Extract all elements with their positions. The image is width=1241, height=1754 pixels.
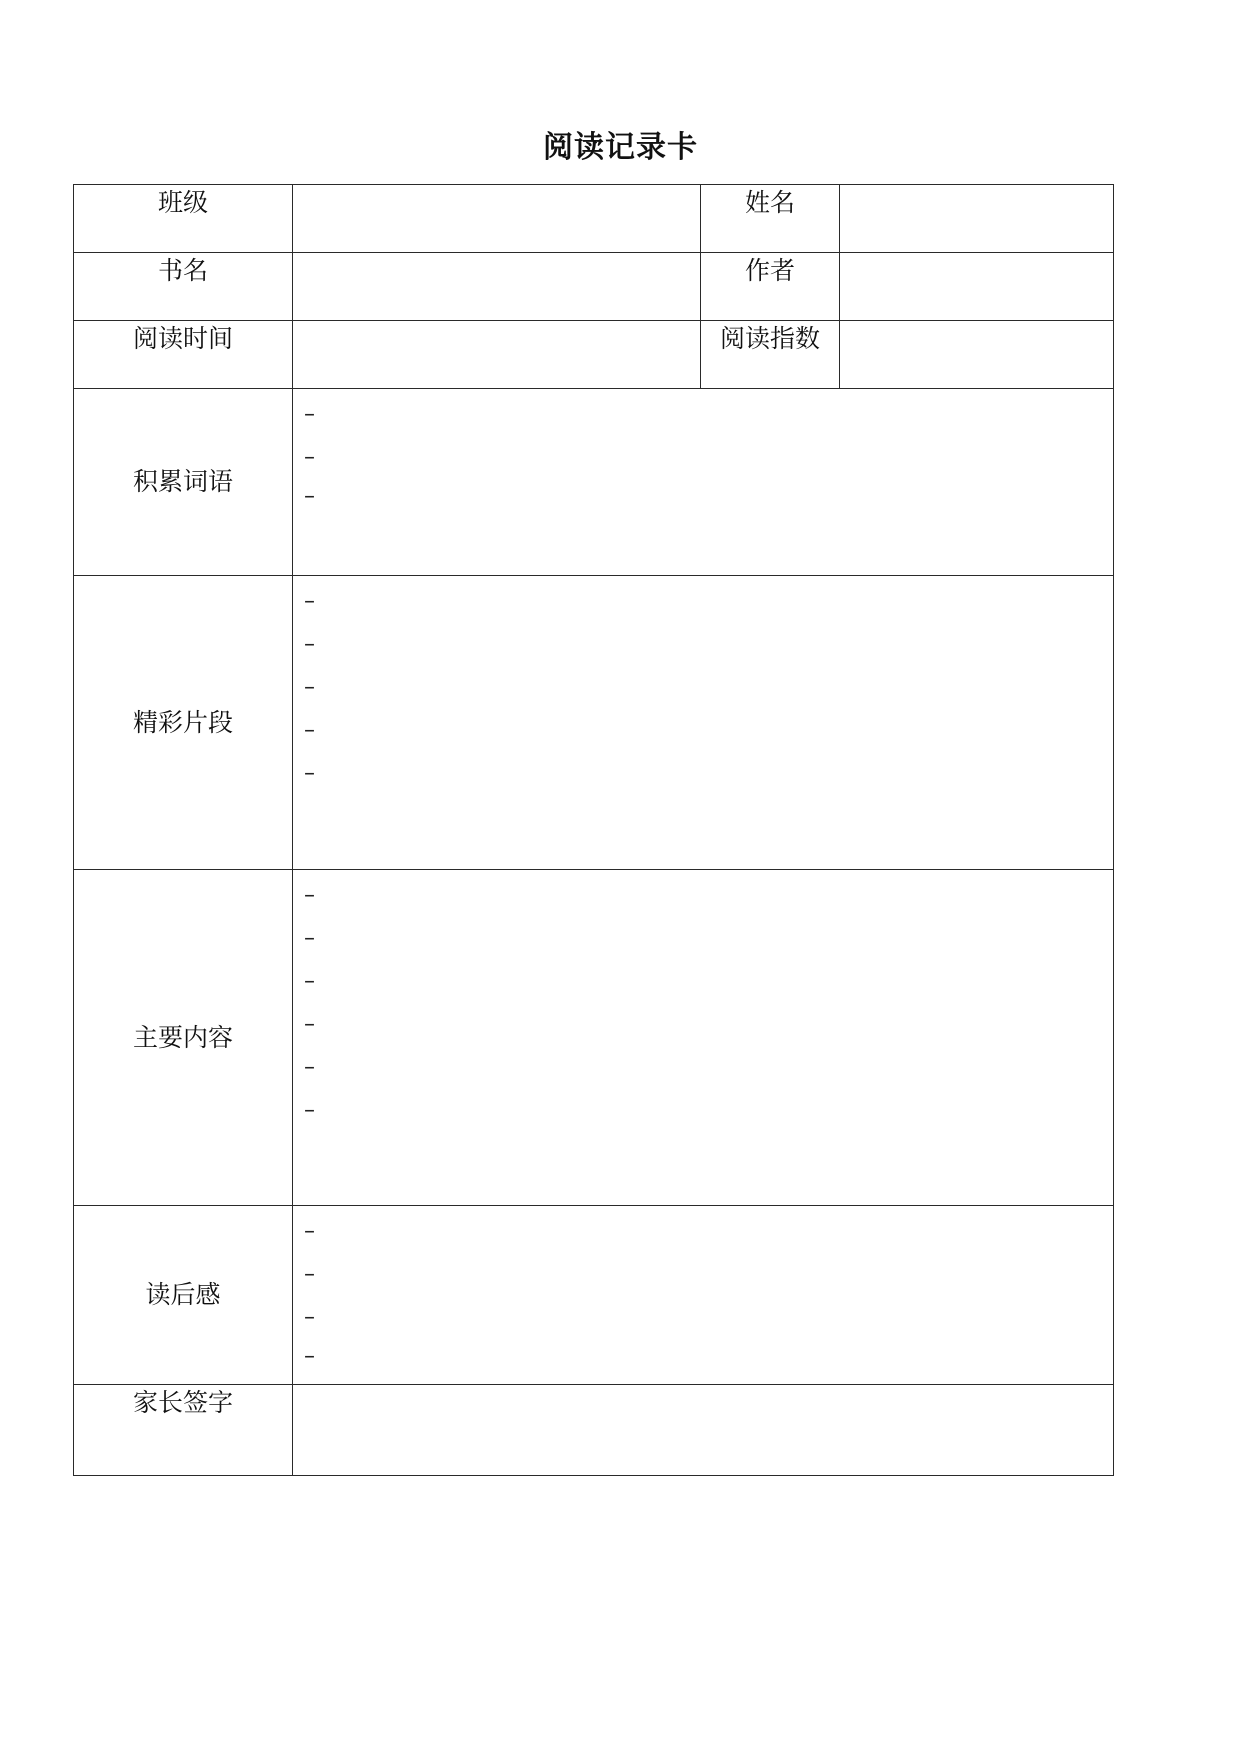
author-label-cell bbox=[701, 253, 840, 321]
parent-signature-entry-cell[interactable] bbox=[293, 1385, 1114, 1476]
reading-record-table bbox=[73, 184, 1114, 1476]
reading-index-label-cell bbox=[701, 321, 840, 389]
name-label: 姓名 bbox=[744, 188, 795, 217]
book-label: 书名 bbox=[157, 256, 208, 285]
reading-time-label: 阅读时间 bbox=[132, 324, 233, 353]
summary-dash-5: – bbox=[304, 1055, 315, 1080]
row-parent-signature bbox=[74, 1385, 1114, 1476]
parent-signature-label: 家长签字 bbox=[132, 1388, 233, 1417]
author-value-cell[interactable] bbox=[840, 253, 1114, 321]
summary-dash-2: – bbox=[304, 926, 315, 951]
excerpts-dash-2: – bbox=[304, 632, 315, 657]
excerpts-entry-cell[interactable] bbox=[293, 576, 1114, 870]
row-time-index bbox=[74, 321, 1114, 389]
summary-dash-6: – bbox=[304, 1098, 315, 1123]
summary-label: 主要内容 bbox=[132, 1022, 233, 1052]
excerpts-dash-5: – bbox=[304, 761, 315, 786]
book-value-cell[interactable] bbox=[293, 253, 701, 321]
row-summary bbox=[74, 870, 1114, 1206]
vocabulary-dash-1: – bbox=[304, 402, 315, 427]
class-value-cell[interactable] bbox=[293, 185, 701, 253]
name-value-cell[interactable] bbox=[840, 185, 1114, 253]
excerpts-dash-1: – bbox=[304, 589, 315, 614]
reflection-entry-cell[interactable] bbox=[293, 1206, 1114, 1385]
author-label: 作者 bbox=[744, 256, 795, 285]
class-label: 班级 bbox=[157, 188, 208, 217]
row-excerpts bbox=[74, 576, 1114, 870]
reflection-dash-3: – bbox=[304, 1305, 315, 1330]
row-vocabulary bbox=[74, 389, 1114, 576]
name-label-cell bbox=[701, 185, 840, 253]
vocabulary-dash-3: – bbox=[304, 484, 315, 509]
parent-signature-label-cell bbox=[74, 1385, 293, 1476]
vocabulary-label: 积累词语 bbox=[132, 467, 233, 496]
excerpts-dash-4: – bbox=[304, 718, 315, 743]
reflection-label: 读后感 bbox=[145, 1280, 221, 1309]
page-title: 阅读记录卡 bbox=[543, 130, 698, 165]
summary-label-cell bbox=[74, 870, 293, 1206]
reflection-dash-2: – bbox=[304, 1262, 315, 1287]
reflection-label-cell bbox=[74, 1206, 293, 1385]
book-label-cell bbox=[74, 253, 293, 321]
reading-time-value-cell[interactable] bbox=[293, 321, 701, 389]
excerpts-label: 精彩片段 bbox=[132, 707, 233, 737]
summary-dash-3: – bbox=[304, 969, 315, 994]
summary-entry-cell[interactable] bbox=[293, 870, 1114, 1206]
reflection-dash-1: – bbox=[304, 1219, 315, 1244]
class-label-cell bbox=[74, 185, 293, 253]
reading-index-label: 阅读指数 bbox=[719, 324, 820, 353]
summary-dash-1: – bbox=[304, 883, 315, 908]
summary-dash-4: – bbox=[304, 1012, 315, 1037]
excerpts-dash-3: – bbox=[304, 675, 315, 700]
reflection-dash-4: – bbox=[304, 1344, 315, 1369]
reading-index-value-cell[interactable] bbox=[840, 321, 1114, 389]
row-class-name bbox=[74, 185, 1114, 253]
excerpts-label-cell bbox=[74, 576, 293, 870]
row-reflection bbox=[74, 1206, 1114, 1385]
reading-time-label-cell bbox=[74, 321, 293, 389]
vocabulary-entry-cell[interactable] bbox=[293, 389, 1114, 576]
vocabulary-label-cell bbox=[74, 389, 293, 576]
row-book-author bbox=[74, 253, 1114, 321]
vocabulary-dash-2: – bbox=[304, 445, 315, 470]
